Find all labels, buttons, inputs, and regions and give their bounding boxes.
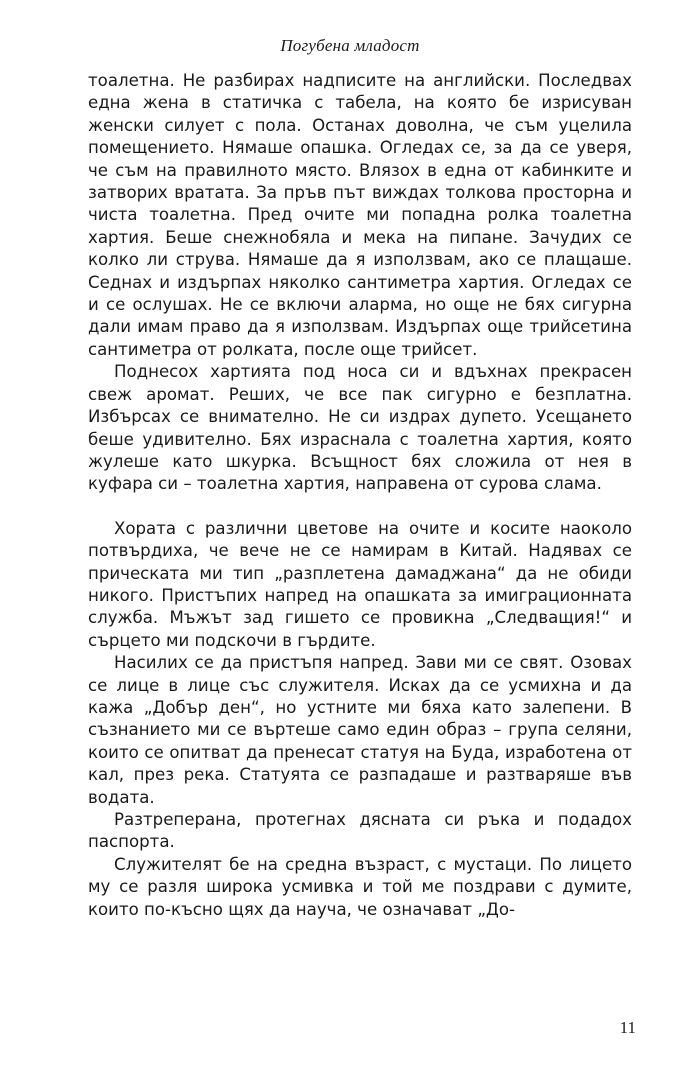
paragraph: Хората с различни цветове на очите и косите наоколо потвърдиха, че вече не се намирам в Китай. Надявах се прическата ми тип „разплетена дамаджана“ да не обиди никого. Пристъпих напред на опашката за имиграционната служба. Мъжът зад гишето се провикна „Следващия!“ и сърцето ми подскочи в гърдите. (88, 518, 632, 650)
paragraph: Насилих се да пристъпя напред. Зави ми се свят. Озовах се лице в лице със служителя. Исках да се усмихна и да кажа „Добър ден“, но устните ми бяха като залепени. В съзнанието ми се въртеше само един образ – група селяни, които се опитват да пренесат статуя на Буда, изработена от кал, през река. Статуята се разпадаше и разтваряше във водата. (88, 653, 632, 807)
paragraph: Поднесох хартията под носа си и вдъхнах прекрасен свеж аромат. Реших, че все пак сигурно е безплатна. Избърсах се внимателно. Не си издрах дупето. Усещането беше удивително. Бях израснала с тоалетна хартия, която жулеше като шкурка. Всъщност бях сложила от нея в куфара си – тоалетна хартия, направена от сурова слама. (88, 362, 632, 494)
paragraph: тоалетна. Не разбирах надписите на английски. Последвах една жена в статичка с табела, на която бе изрисуван женски силует с пола. Останах доволна, че съм уцелила помещението. Нямаше опашка. Огледах се, за да се уверя, че съм на правилното място. Влязох в една от кабинките и затворих вратата. За пръв път виждах толкова просторна и чиста тоалетна. Пред очите ми попадна ролка тоалетна хартия. Беше снежнобяла и мека на пипане. Зачудих се колко ли струва. Нямаше да я използвам, ако се плащаше. Седнах и издърпах няколко сантиметра хартия. Огледах се и се ослушах. Не се включи аларма, но още не бях сигурна дали имам право да я използвам. Издърпах още трийсетина сантиметра от ролката, после още трийсет. (88, 71, 632, 359)
page-number: 11 (619, 1018, 636, 1037)
paragraph: Служителят бе на средна възраст, с мустаци. По лицето му се разля широка усмивка и той ме поздрави с думите, които по-късно щях да науча, че означават „До- (88, 854, 632, 919)
page-body (88, 70, 632, 921)
section-break (88, 496, 632, 518)
running-header: Погубена младост (280, 36, 420, 55)
paragraph: Разтреперана, протегнах дясната си ръка и подадох паспорта. (88, 810, 632, 852)
